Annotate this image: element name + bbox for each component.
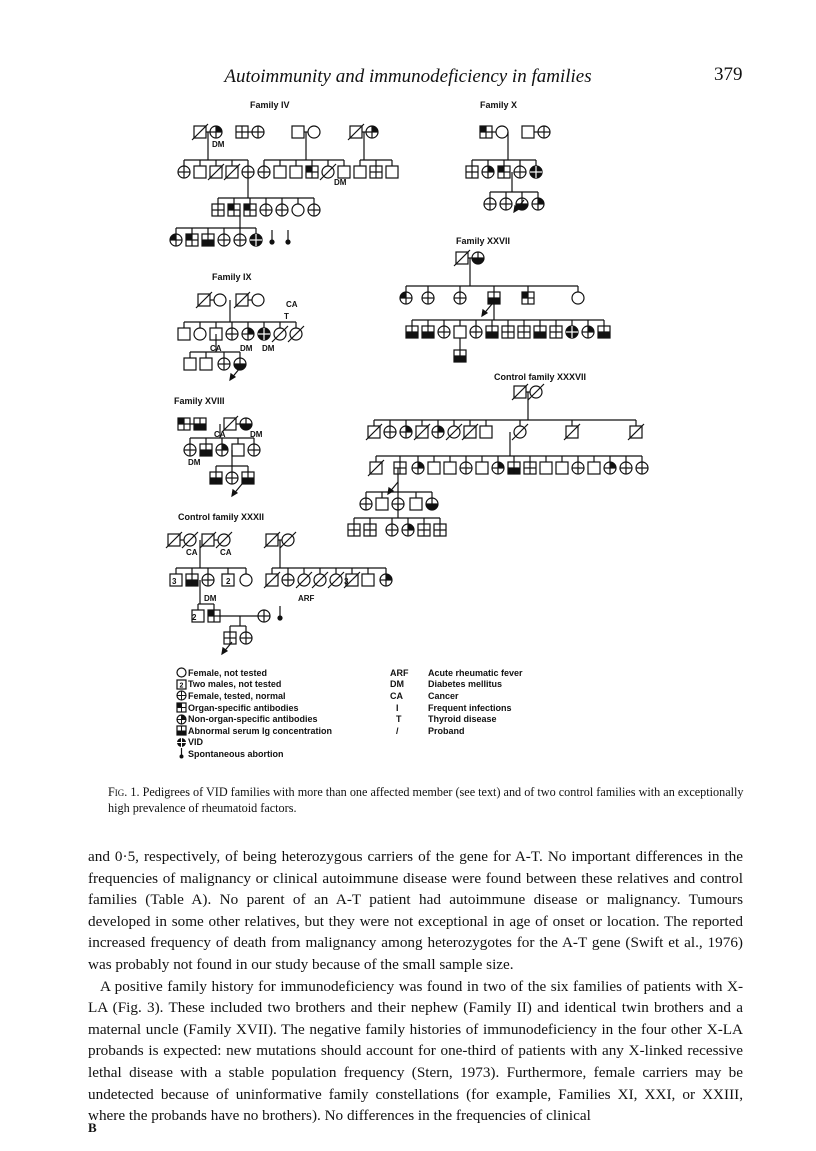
pedigree-individual — [532, 198, 544, 210]
pedigree-individual — [598, 326, 610, 338]
pedigree-individual — [524, 462, 536, 474]
pedigree-individual — [258, 166, 270, 178]
pedigree-individual — [308, 204, 320, 216]
legend-text: Two males, not tested — [188, 679, 282, 690]
legend-text: Frequent infections — [428, 702, 512, 713]
pedigree-individual — [402, 524, 414, 536]
abbr-code: ARF — [390, 667, 409, 678]
pedigree-individual — [216, 444, 228, 456]
pedigree-individual — [376, 498, 388, 510]
legend-item — [390, 702, 523, 714]
pedigree-individual — [438, 326, 450, 338]
pedigree-individual — [328, 572, 344, 588]
pedigree-individual — [226, 328, 238, 340]
ca-note: CA — [186, 548, 198, 557]
pedigree-individual — [186, 574, 198, 586]
square-upper-left-filled-icon — [174, 702, 188, 713]
pedigree-individual — [264, 572, 280, 588]
pedigree-individual — [202, 574, 214, 586]
page-number: 379 — [714, 64, 743, 85]
legend-text: Abnormal serum Ig concentration — [188, 725, 333, 736]
pedigree-individual — [366, 424, 382, 440]
pedigree-individual — [500, 198, 512, 210]
pedigree-individual — [272, 326, 288, 342]
legend-item — [174, 737, 332, 749]
pedigree-individual — [216, 532, 232, 548]
pedigree-individual — [288, 326, 304, 342]
pedigree-individual — [480, 126, 492, 138]
thyroid-note: T — [284, 312, 289, 321]
pedigree-individual — [426, 498, 438, 510]
legend-item — [390, 690, 523, 702]
svg-text:2: 2 — [179, 682, 183, 690]
pedigree-individual — [242, 328, 254, 340]
pedigree-individual — [200, 358, 212, 370]
pedigree-individual — [566, 326, 578, 338]
pedigree-individual — [394, 462, 406, 474]
legend-item — [390, 667, 523, 679]
legend-text: Thyroid disease — [428, 714, 497, 725]
pedigree-individual — [572, 462, 584, 474]
pedigree-individual — [224, 164, 240, 180]
dm-note: DM — [204, 594, 217, 603]
pedigree-individual — [410, 498, 422, 510]
pedigree-individual — [480, 426, 492, 438]
pedigree-individual — [588, 462, 600, 474]
pedigree-individual — [252, 126, 264, 138]
pedigree-individual — [178, 328, 190, 340]
abbr-code: / — [396, 725, 399, 736]
arf-note: ARF — [298, 594, 315, 603]
pedigree-individual — [454, 326, 466, 338]
family-label: Family IV — [250, 100, 290, 110]
legend-text: Cancer — [428, 690, 459, 701]
pedigree-individual — [572, 292, 584, 304]
pedigree-individual — [236, 126, 248, 138]
pedigree-individual — [368, 460, 384, 476]
pedigree-individual — [212, 204, 224, 216]
legend-text: Organ-specific antibodies — [188, 702, 299, 713]
pedigree-individual — [240, 418, 252, 430]
pedigree-individual — [202, 234, 214, 246]
pedigree-individual — [550, 326, 562, 338]
pedigree-individual — [466, 166, 478, 178]
legend-item — [174, 702, 332, 714]
legend-item — [174, 725, 332, 737]
ca-note: CA — [210, 344, 222, 353]
pedigree-individual — [384, 426, 396, 438]
running-title: Autoimmunity and immunodeficiency in families — [224, 66, 592, 87]
pedigree-individual — [418, 524, 430, 536]
pedigree-individual — [218, 234, 230, 246]
pedigree-individual — [194, 418, 206, 430]
pedigree-individual — [196, 292, 212, 308]
pedigree-individual — [422, 326, 434, 338]
legend-text: Acute rheumatic fever — [428, 667, 523, 678]
pedigree-individual — [620, 462, 632, 474]
pedigree-individual — [370, 166, 382, 178]
pedigree-individual — [200, 444, 212, 456]
pedigree-individual — [292, 126, 304, 138]
spontaneous-abortion-icon — [174, 748, 188, 759]
ca-note: CA — [286, 300, 298, 309]
pedigree-individual — [460, 462, 472, 474]
pedigree-individual — [264, 532, 280, 548]
abbr-code: I — [396, 702, 399, 713]
pedigree-individual — [400, 426, 412, 438]
paragraph: and 0·5, respectively, of being heterozygous carriers of the gene for A-T. No important differences in the frequencies of malignancy or clinical autoimmune disease were found between these relatives and control families (Table A). No parent of an A-T patient had autoimmune disease or malignancy. Tumours developed in some other relatives, but they were not exceptional in age of onset or location. The reported increased frequency of death from malignancy among heterozygotes for the A-T gene (Swift et al., 1976) was probably not found in our study because of the small sample size. — [88, 848, 743, 973]
pedigree-individual — [454, 250, 470, 266]
pedigree-individual — [472, 252, 484, 264]
signature-mark: B — [88, 1120, 97, 1135]
pedigree-individual — [292, 204, 304, 216]
dm-note: DM — [240, 344, 253, 353]
pedigree-individual — [386, 524, 398, 536]
circle-cross-icon — [174, 690, 188, 701]
pedigree-individual — [454, 350, 466, 362]
pedigree-individual — [186, 234, 198, 246]
pedigree-individual — [386, 166, 398, 178]
pedigree-individual — [214, 294, 226, 306]
count-label: 2 — [192, 613, 197, 622]
pedigree-individual — [338, 166, 350, 178]
legend-item — [390, 713, 523, 725]
family-label: Family X — [480, 100, 518, 110]
pedigree-individual — [486, 326, 498, 338]
pedigree-individual — [528, 384, 544, 400]
pedigree-individual — [200, 532, 216, 548]
pedigree-individual — [274, 166, 286, 178]
pedigree-individual — [414, 424, 430, 440]
pedigree-individual — [296, 572, 312, 588]
body-text — [88, 846, 743, 1127]
legend-item — [174, 690, 332, 702]
pedigree-individual — [412, 462, 424, 474]
pedigree-figure — [160, 92, 680, 782]
legend-text: VID — [188, 737, 204, 748]
abbr-code: CA — [390, 690, 403, 701]
count-label: 3 — [344, 577, 349, 586]
pedigree-individual — [280, 532, 296, 548]
legend-item — [390, 679, 523, 691]
pedigree-individual — [522, 126, 534, 138]
pedigree-individual — [502, 326, 514, 338]
legend-text: Diabetes mellitus — [428, 679, 503, 690]
pedigree-individual — [540, 462, 552, 474]
pedigree-individual — [530, 166, 542, 178]
pedigree-individual — [564, 424, 580, 440]
legend-item — [174, 713, 332, 725]
pedigree-individual — [192, 124, 208, 140]
pedigree-individual — [582, 326, 594, 338]
pedigree-individual — [556, 462, 568, 474]
pedigree-individual — [234, 292, 250, 308]
pedigree-individual — [362, 574, 374, 586]
circle-upper-right-filled-icon — [174, 714, 188, 725]
dm-note: DM — [262, 344, 275, 353]
circle-vid-icon — [174, 737, 188, 748]
pedigree-individual — [406, 326, 418, 338]
pedigree-individual — [228, 204, 240, 216]
pedigree-individual — [354, 166, 366, 178]
pedigree-individual — [182, 532, 198, 548]
figure-caption-label: Fig. 1. — [108, 785, 140, 799]
pedigree-individual — [258, 328, 270, 340]
symbol-legend — [174, 667, 332, 760]
pedigree-individual — [484, 198, 496, 210]
pedigree-individual — [178, 418, 190, 430]
pedigree-individual — [366, 126, 378, 138]
pedigree-individual — [282, 574, 294, 586]
pedigree-individual — [232, 444, 244, 456]
pedigree-individual — [166, 532, 182, 548]
pedigree-individual — [306, 166, 318, 178]
count-label: 2 — [226, 577, 231, 586]
pedigree-individual — [496, 126, 508, 138]
pedigree-individual — [628, 424, 644, 440]
pedigree-individual — [522, 292, 534, 304]
pedigree-individual — [242, 472, 254, 484]
pedigree-individual — [498, 166, 510, 178]
pedigree-individual — [462, 424, 478, 440]
pedigree-individual — [534, 326, 546, 338]
pedigree-individual — [210, 472, 222, 484]
pedigree-individual — [348, 524, 360, 536]
pedigree-individual — [538, 126, 550, 138]
ca-note: CA — [214, 430, 226, 439]
legend-item — [390, 725, 523, 737]
pedigree-individual — [252, 294, 264, 306]
pedigree-individual — [194, 166, 206, 178]
figure-caption — [108, 784, 748, 816]
abbr-code: DM — [390, 679, 404, 690]
pedigree-individual — [518, 326, 530, 338]
pedigree-individual — [240, 574, 252, 586]
pedigree-individual — [604, 462, 616, 474]
pedigree-individual — [312, 572, 328, 588]
pedigree-individual — [348, 124, 364, 140]
circle-open-icon — [174, 667, 188, 678]
pedigree-individual — [184, 358, 196, 370]
dm-note: DM — [334, 178, 347, 187]
pedigree-individual — [492, 462, 504, 474]
pedigree-individual — [218, 358, 230, 370]
pedigree-individual — [444, 462, 456, 474]
legend-item — [174, 679, 332, 691]
square-number-icon — [174, 679, 188, 690]
pedigree-individual — [428, 462, 440, 474]
pedigree-individual — [210, 126, 222, 138]
abbreviation-legend — [390, 667, 523, 737]
pedigree-individual — [454, 292, 466, 304]
pedigree-individual — [446, 424, 462, 440]
pedigree-individual — [260, 204, 272, 216]
pedigree-individual — [512, 424, 528, 440]
pedigree-individual — [482, 166, 494, 178]
pedigree-individual — [290, 166, 302, 178]
pedigree-individual — [476, 462, 488, 474]
pedigree-individual — [224, 632, 236, 644]
pedigree-individual — [226, 472, 238, 484]
legend-item — [174, 667, 332, 679]
pedigree-individual — [234, 234, 246, 246]
pedigree-individual — [258, 610, 270, 622]
pedigree-individual — [244, 204, 256, 216]
pedigree-individual — [184, 444, 196, 456]
family-label: Family IX — [212, 272, 252, 282]
legend-text: Spontaneous abortion — [188, 748, 284, 759]
legend-text: Female, tested, normal — [188, 690, 286, 701]
square-lower-half-filled-icon — [174, 725, 188, 736]
pedigree-individual — [208, 610, 220, 622]
count-label: 3 — [172, 577, 177, 586]
figure-caption-text: Pedigrees of VID families with more than one affected member (see text) and of two control families with an exceptionally high prevalence of rheumatoid factors. — [108, 785, 744, 815]
pedigree-individual — [194, 328, 206, 340]
pedigree-individual — [308, 126, 320, 138]
pedigree-individual — [422, 292, 434, 304]
legend-text: Proband — [428, 725, 465, 736]
pedigree-individual — [248, 444, 260, 456]
pedigree-individual — [360, 498, 372, 510]
family-label: Family XVIII — [174, 396, 225, 406]
family-label: Control family XXXII — [178, 512, 265, 522]
dm-note: DM — [250, 430, 263, 439]
pedigree-individual — [512, 384, 528, 400]
pedigree-individual — [364, 524, 376, 536]
pedigree-individual — [514, 166, 526, 178]
dm-note: DM — [188, 458, 201, 467]
legend-text: Female, not tested — [188, 667, 268, 678]
pedigree-individual — [178, 166, 190, 178]
pedigree-individual — [250, 234, 262, 246]
pedigree-individual — [208, 164, 224, 180]
paragraph: A positive family history for immunodeficiency was found in two of the six families of patients with X-LA (Fig. 3). These included two brothers and their nephew (Family II) and identical twin brothers and a maternal uncle (Family XVII). The negative family histories of immunodeficiency in the four other X-LA probands is expected: new mutations should account for one-third of patients with any X-linked recessive lethal disease with a stable population frequency (Stern, 1973). Furthermore, female carriers may be undetected because of uninformative family constellations (for example, Families XI, XXI, or XXIII, where the probands have no brothers). No differences in the frequencies of clinical — [88, 977, 743, 1125]
legend-text: Non-organ-specific antibodies — [188, 714, 318, 725]
pedigree-individual — [380, 574, 392, 586]
dm-note: DM — [212, 140, 225, 149]
pedigree-individual — [508, 462, 520, 474]
pedigree-individual — [434, 524, 446, 536]
pedigree-individual — [276, 204, 288, 216]
pedigree-individual — [636, 462, 648, 474]
family-label: Family XXVII — [456, 236, 511, 246]
pedigree-individual — [170, 234, 182, 246]
legend-item — [174, 748, 332, 760]
pedigree-individual — [400, 292, 412, 304]
pedigree-individual — [432, 426, 444, 438]
abbr-code: T — [396, 714, 402, 725]
ca-note: CA — [220, 548, 232, 557]
pedigree-individual — [470, 326, 482, 338]
family-label: Control family XXXVII — [494, 372, 587, 382]
pedigree-individual — [240, 632, 252, 644]
